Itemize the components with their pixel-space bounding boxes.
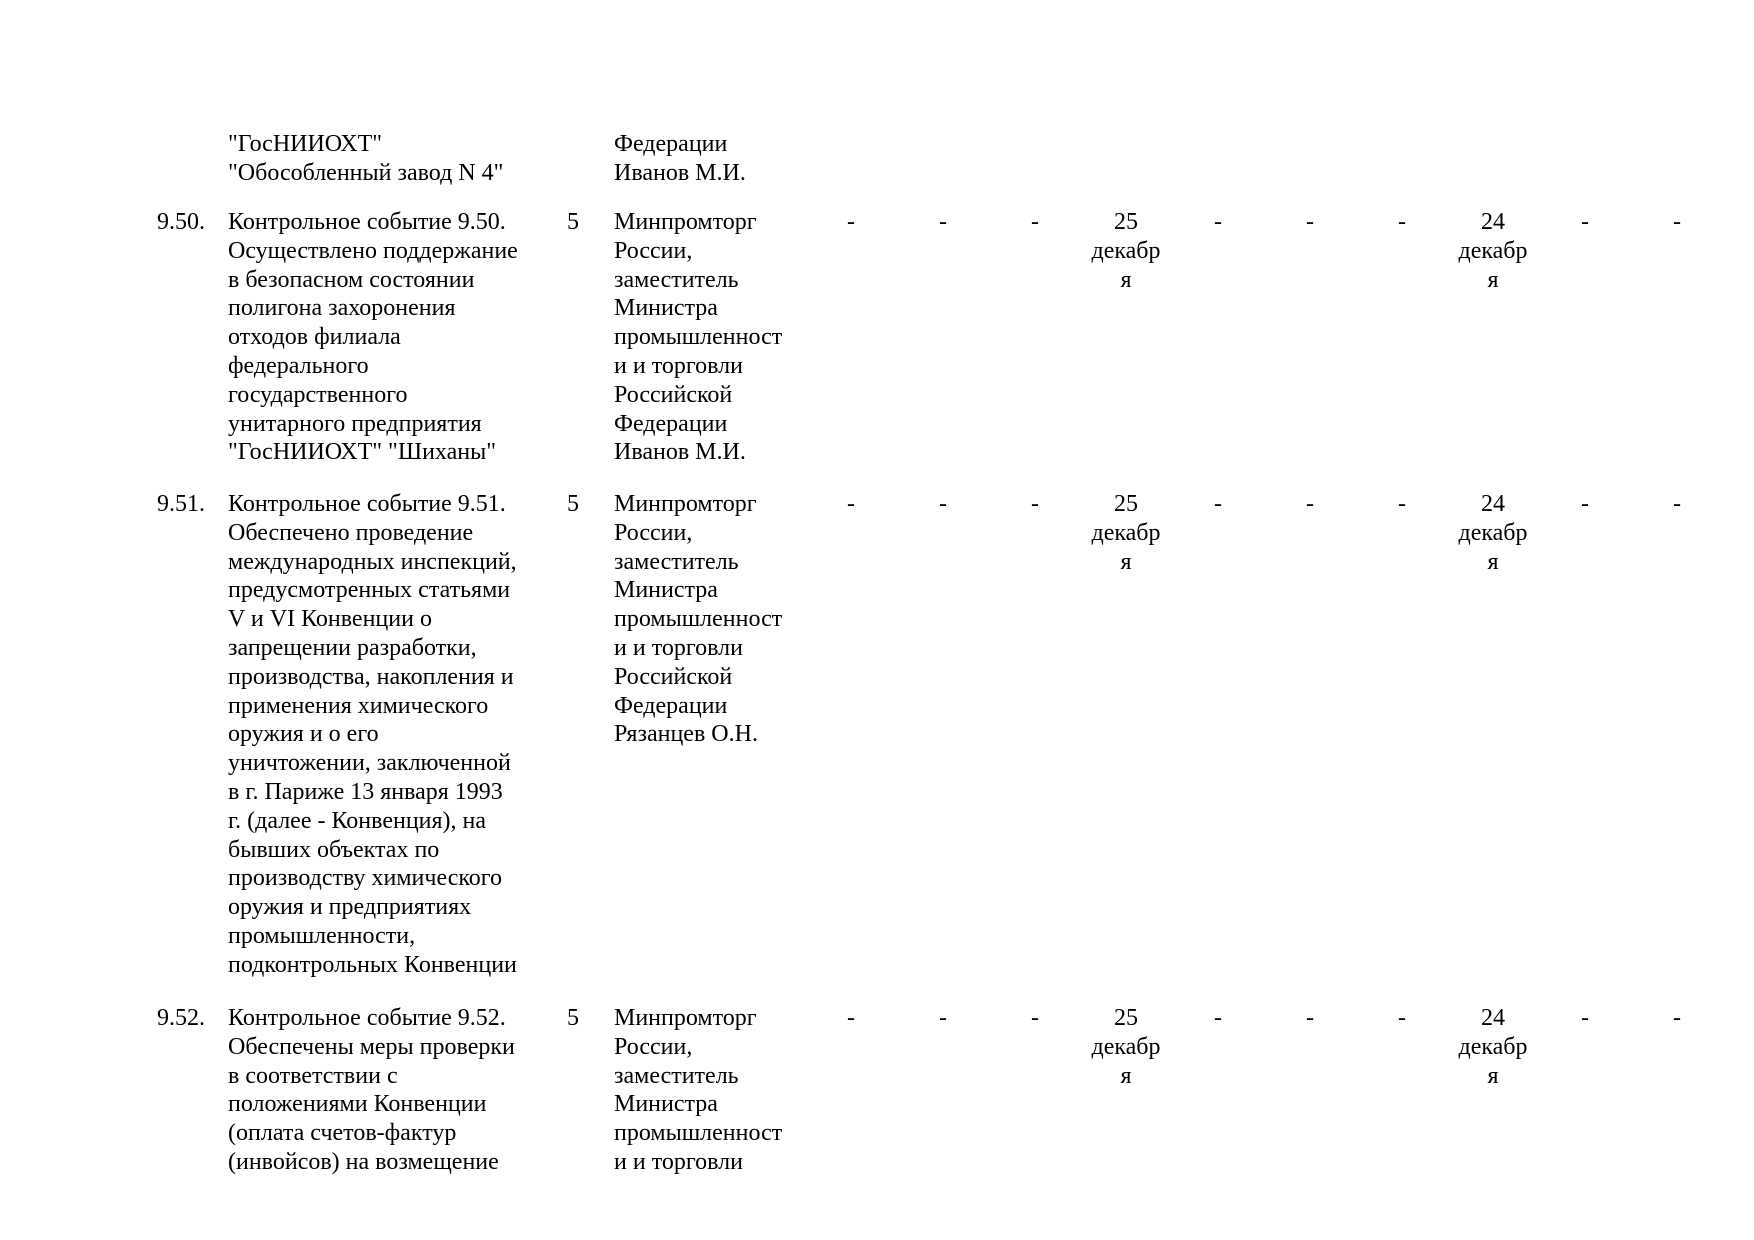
date-line: 24 [1481,209,1505,235]
date-line: 25 [1114,491,1138,517]
desc-line: унитарного предприятия [228,410,482,437]
dash-cell: - [1673,1005,1681,1031]
row-responsible [614,1004,782,1177]
resp-line: Иванов М.И. [614,439,746,466]
resp-line: промышленност [614,324,783,351]
date-line: я [1487,1062,1499,1089]
desc-line: запрещении разработки, [228,634,477,661]
desc-line: Осуществлено поддержание [228,237,518,264]
desc-line: производству химического [228,865,503,892]
dash-cell: - [939,1005,947,1031]
desc-line: полигона захоронения [228,295,456,322]
resp-line: и и торговли [614,1148,743,1175]
resp-line: заместитель [614,266,739,293]
date-cell [1458,1004,1527,1090]
resp-line: заместитель [614,1062,739,1089]
dash-cell: - [1031,1005,1039,1031]
resp-line: Федерации [614,410,728,437]
resp-line: Рязанцев О.Н. [614,721,758,748]
continuation-responsible [614,130,746,188]
date-line: 24 [1481,1005,1505,1031]
resp-line: России, [614,237,693,264]
desc-line: (инвойсов) на возмещение [228,1148,499,1175]
row-description [228,208,518,467]
date-line: 24 [1481,491,1505,517]
dash-cell: - [1398,209,1406,235]
resp-line: Российской [614,663,733,690]
desc-line: "ГосНИИОХТ" "Шиханы" [228,439,497,466]
desc-line: применения химического [228,692,489,719]
desc-line: Обеспечены меры проверки [228,1033,515,1060]
date-line: я [1120,548,1132,575]
row-description [228,1004,515,1177]
dash-cell: - [1306,209,1314,235]
dash-cell: - [939,491,947,517]
date-line: декабр [1458,519,1528,546]
continuation-description [228,130,503,188]
date-line: декабр [1458,237,1528,264]
desc-line: в г. Париже 13 января 1993 [228,778,503,805]
row-description [228,490,517,980]
desc-line: государственного [228,381,408,408]
date-line: я [1120,266,1132,293]
date-line: я [1487,266,1499,293]
desc-line: федерального [228,352,369,379]
dash-cell: - [1398,1005,1406,1031]
resp-line: заместитель [614,548,739,575]
dash-cell: - [1031,209,1039,235]
desc-line: г. (далее - Конвенция), на [228,807,487,834]
dash-cell: - [1214,1005,1222,1031]
date-cell [1091,208,1160,294]
resp-line: России, [614,519,693,546]
row-number: 9.52. [157,1005,205,1031]
resp-line: промышленност [614,606,783,633]
dash-cell: - [1306,491,1314,517]
row-responsible [614,490,782,749]
date-line: я [1120,1062,1132,1089]
resp-line: Минпромторг [614,491,757,517]
date-line: декабр [1091,1033,1161,1060]
desc-line: промышленности, [228,922,416,949]
resp-line: Министра [614,295,718,322]
date-line: декабр [1458,1033,1528,1060]
date-line: 25 [1114,209,1138,235]
desc-line: положениями Конвенции [228,1091,487,1118]
resp-line: Министра [614,1091,718,1118]
desc-line: Обеспечено проведение [228,519,474,546]
row-term: 5 [567,1005,579,1031]
dash-cell: - [939,209,947,235]
resp-line: Минпромторг [614,1005,757,1031]
resp-line: Министра [614,577,718,604]
date-cell [1458,490,1527,576]
dash-cell: - [1214,209,1222,235]
row-term: 5 [567,491,579,517]
desc-line: предусмотренных статьями [228,577,511,604]
resp-line: Минпромторг [614,209,757,235]
date-line: 25 [1114,1005,1138,1031]
desc-line: оружия и о его [228,721,379,748]
dash-cell: - [1581,1005,1589,1031]
desc-line: подконтрольных Конвенции [228,951,517,978]
desc-line: "ГосНИИОХТ" [228,131,383,157]
row-responsible [614,208,782,467]
dash-cell: - [1214,491,1222,517]
resp-line: Российской [614,381,733,408]
dash-cell: - [847,1005,855,1031]
dash-cell: - [1581,209,1589,235]
date-line: декабр [1091,237,1161,264]
date-line: декабр [1091,519,1161,546]
desc-line: отходов филиала [228,324,401,351]
date-cell [1458,208,1527,294]
resp-line: Федерации [614,131,728,157]
resp-line: Иванов М.И. [614,159,746,186]
desc-line: международных инспекций, [228,548,517,575]
date-cell [1091,490,1160,576]
desc-line: оружия и предприятиях [228,894,472,921]
desc-line: Контрольное событие 9.50. [228,209,506,235]
resp-line: промышленност [614,1120,783,1147]
desc-line: производства, накопления и [228,663,514,690]
resp-line: Федерации [614,692,728,719]
dash-cell: - [847,209,855,235]
dash-cell: - [1673,491,1681,517]
resp-line: России, [614,1033,693,1060]
resp-line: и и торговли [614,634,743,661]
row-number: 9.51. [157,491,205,517]
desc-line: (оплата счетов-фактур [228,1120,457,1147]
date-cell [1091,1004,1160,1090]
desc-line: Контрольное событие 9.52. [228,1005,506,1031]
dash-cell: - [1031,491,1039,517]
desc-line: V и VI Конвенции о [228,606,432,633]
row-number: 9.50. [157,209,205,235]
desc-line: уничтожении, заключенной [228,750,511,777]
desc-line: "Обособленный завод N 4" [228,159,504,186]
resp-line: и и торговли [614,352,743,379]
desc-line: Контрольное событие 9.51. [228,491,506,517]
date-line: я [1487,548,1499,575]
dash-cell: - [1398,491,1406,517]
dash-cell: - [847,491,855,517]
desc-line: в безопасном состоянии [228,266,475,293]
dash-cell: - [1581,491,1589,517]
dash-cell: - [1673,209,1681,235]
desc-line: бывших объектах по [228,836,440,863]
dash-cell: - [1306,1005,1314,1031]
desc-line: в соответствии с [228,1062,398,1089]
row-term: 5 [567,209,579,235]
